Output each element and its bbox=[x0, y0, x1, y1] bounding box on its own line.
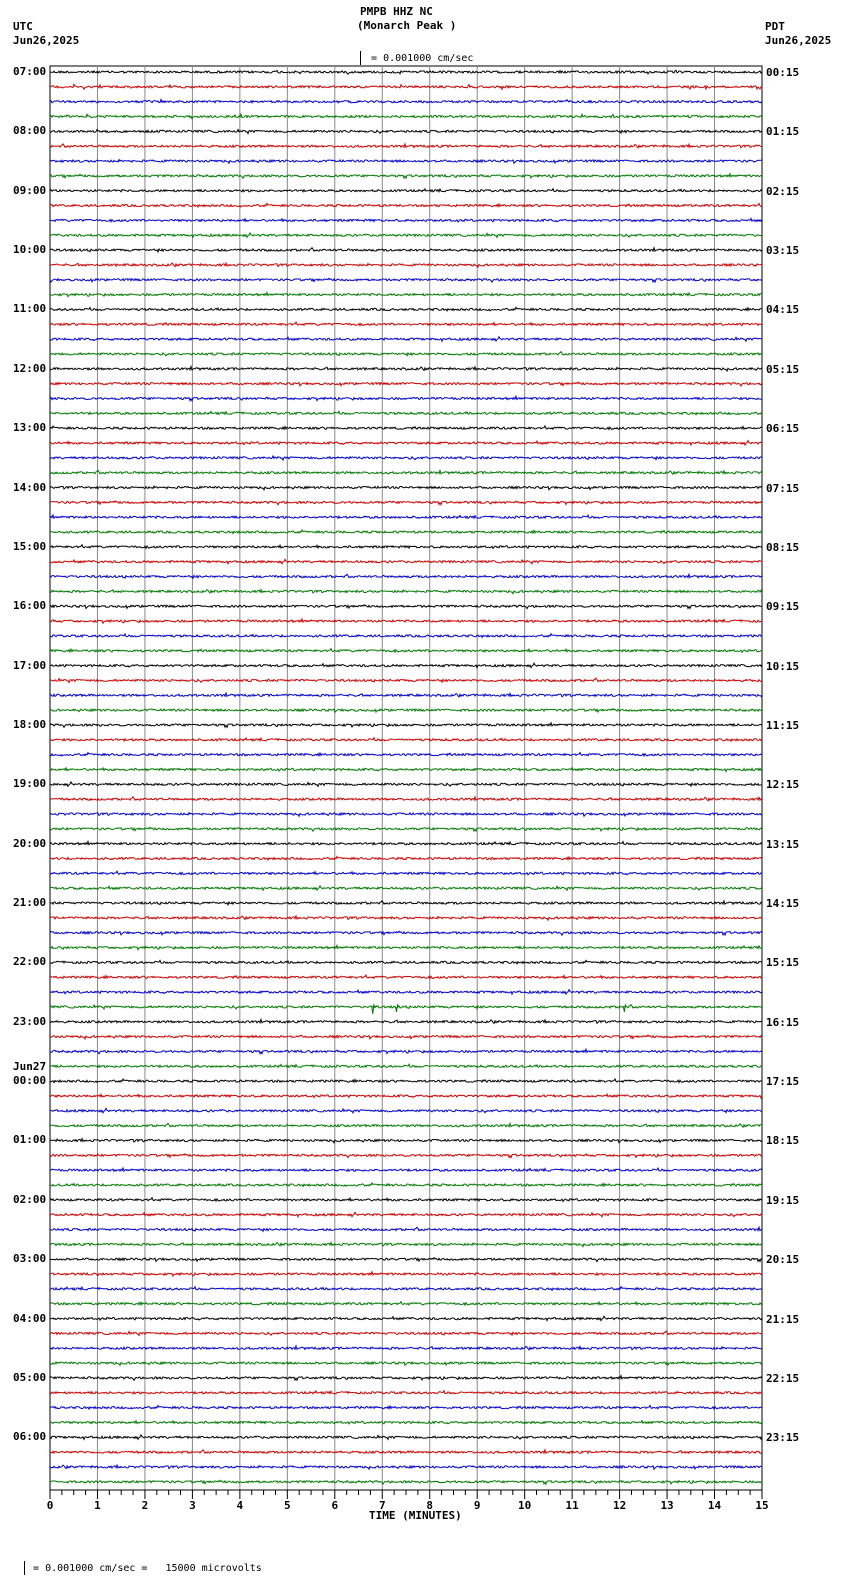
right-hour-label: 03:15 bbox=[766, 244, 800, 258]
event-spike bbox=[396, 1005, 399, 1012]
left-hour-label: 19:00 bbox=[13, 777, 47, 791]
left-hour-label: 09:00 bbox=[13, 183, 47, 197]
right-hour-label: 20:15 bbox=[766, 1253, 800, 1267]
trace-line bbox=[50, 1108, 762, 1113]
trace-line bbox=[50, 768, 762, 772]
trace-line bbox=[50, 1465, 762, 1469]
x-tick-label: 7 bbox=[378, 1499, 386, 1512]
left-hour-label: 18:00 bbox=[13, 717, 47, 731]
trace-line bbox=[50, 663, 762, 668]
trace-line bbox=[50, 396, 762, 401]
scale-label bbox=[348, 38, 473, 65]
trace-line bbox=[50, 605, 762, 609]
trace-line bbox=[50, 322, 762, 326]
trace-line bbox=[50, 559, 762, 564]
x-tick-label: 4 bbox=[236, 1499, 244, 1512]
left-hour-label: 22:00 bbox=[13, 955, 47, 969]
right-hour-label: 11:15 bbox=[766, 718, 800, 732]
right-hour-label: 16:15 bbox=[766, 1015, 800, 1029]
trace-line bbox=[50, 1243, 762, 1247]
trace-line bbox=[50, 1035, 762, 1039]
trace-line bbox=[50, 515, 762, 518]
left-hour-label: 12:00 bbox=[13, 361, 47, 375]
right-hour-label: 10:15 bbox=[766, 659, 800, 673]
trace-line bbox=[50, 530, 762, 534]
left-hour-label: 00:00 bbox=[13, 1074, 47, 1088]
trace-line bbox=[50, 130, 762, 134]
trace-line bbox=[50, 813, 762, 817]
x-tick-label: 2 bbox=[141, 1499, 149, 1512]
left-hour-label: 11:00 bbox=[13, 302, 47, 316]
trace-line bbox=[50, 70, 762, 74]
trace-line bbox=[50, 1154, 762, 1158]
trace-line bbox=[50, 1302, 762, 1306]
left-hour-label: 21:00 bbox=[13, 896, 47, 910]
right-hour-label: 04:15 bbox=[766, 303, 800, 317]
x-tick-label: 11 bbox=[565, 1499, 579, 1512]
left-hour-label: 15:00 bbox=[13, 539, 47, 553]
trace-line bbox=[50, 1450, 762, 1454]
right-hour-label: 12:15 bbox=[766, 778, 800, 792]
right-hour-label: 21:15 bbox=[766, 1312, 800, 1326]
trace-line bbox=[50, 1272, 762, 1276]
trace-line bbox=[50, 1212, 762, 1217]
trace-line bbox=[50, 486, 762, 490]
trace-line bbox=[50, 1168, 762, 1171]
trace-line bbox=[50, 382, 762, 386]
trace-line bbox=[50, 1198, 762, 1202]
trace-line bbox=[50, 797, 762, 801]
x-tick-label: 8 bbox=[426, 1499, 434, 1512]
right-hour-label: 05:15 bbox=[766, 362, 800, 376]
left-timezone: UTC bbox=[13, 20, 33, 33]
trace-line bbox=[50, 144, 762, 148]
trace-line bbox=[50, 782, 762, 787]
left-hour-label: 03:00 bbox=[13, 1252, 47, 1266]
trace-line bbox=[50, 100, 762, 103]
x-tick-label: 10 bbox=[518, 1499, 532, 1512]
trace-line bbox=[50, 501, 762, 505]
trace-line bbox=[50, 1049, 762, 1054]
footer-scale bbox=[2, 1548, 262, 1575]
right-timezone: PDT bbox=[765, 20, 785, 33]
trace-line bbox=[50, 1123, 762, 1127]
trace-line bbox=[50, 1316, 762, 1320]
left-hour-label: 05:00 bbox=[13, 1370, 47, 1384]
right-hour-label: 15:15 bbox=[766, 956, 800, 970]
trace-line bbox=[50, 753, 762, 757]
trace-line bbox=[50, 470, 762, 474]
trace-line bbox=[50, 709, 762, 713]
trace-line bbox=[50, 84, 762, 89]
right-hour-label: 17:15 bbox=[766, 1075, 800, 1089]
right-hour-label: 22:15 bbox=[766, 1371, 800, 1385]
trace-line bbox=[50, 856, 762, 860]
right-date: Jun26,2025 bbox=[765, 34, 832, 47]
trace-line bbox=[50, 248, 762, 252]
trace-line bbox=[50, 1376, 762, 1381]
trace-line bbox=[50, 842, 762, 845]
left-hour-label: 02:00 bbox=[13, 1192, 47, 1206]
trace-line bbox=[50, 441, 762, 446]
trace-line bbox=[50, 337, 762, 342]
trace-line bbox=[50, 1005, 762, 1009]
trace-line bbox=[50, 189, 762, 192]
event-spike bbox=[372, 1005, 375, 1014]
trace-line bbox=[50, 456, 762, 460]
x-tick-label: 3 bbox=[189, 1499, 196, 1512]
trace-line bbox=[50, 411, 762, 415]
right-hour-label: 01:15 bbox=[766, 125, 800, 139]
trace-line bbox=[50, 931, 762, 935]
trace-line bbox=[50, 723, 762, 728]
trace-line bbox=[50, 1258, 762, 1262]
x-tick-label: 15 bbox=[755, 1499, 769, 1512]
trace-line bbox=[50, 649, 762, 653]
left-hour-label: 23:00 bbox=[13, 1014, 47, 1028]
left-hour-label: 14:00 bbox=[13, 480, 47, 494]
trace-line bbox=[50, 219, 762, 223]
trace-line bbox=[50, 1020, 762, 1024]
trace-line bbox=[50, 174, 762, 179]
trace-line bbox=[50, 352, 762, 356]
trace-line bbox=[50, 1139, 762, 1143]
station-title: PMPB HHZ NC bbox=[360, 5, 433, 18]
left-hour-label: 13:00 bbox=[13, 421, 47, 435]
trace-line bbox=[50, 960, 762, 964]
trace-line bbox=[50, 1435, 762, 1440]
trace-line bbox=[50, 1405, 762, 1409]
trace-line bbox=[50, 574, 762, 578]
right-hour-label: 08:15 bbox=[766, 540, 800, 554]
x-tick-label: 13 bbox=[660, 1499, 674, 1512]
trace-line bbox=[50, 307, 762, 311]
trace-line bbox=[50, 545, 762, 549]
trace-line bbox=[50, 1331, 762, 1335]
x-tick-label: 6 bbox=[331, 1499, 339, 1512]
trace-line bbox=[50, 693, 762, 698]
trace-line bbox=[50, 590, 762, 594]
x-tick-label: 14 bbox=[707, 1499, 722, 1512]
left-hour-label: 06:00 bbox=[13, 1430, 47, 1444]
x-axis-title: TIME (MINUTES) bbox=[369, 1509, 462, 1522]
trace-line bbox=[50, 114, 762, 119]
trace-line bbox=[50, 278, 762, 282]
trace-line bbox=[50, 1064, 762, 1067]
left-hour-label: 17:00 bbox=[13, 658, 47, 672]
x-tick-label: 9 bbox=[473, 1499, 481, 1512]
right-hour-label: 18:15 bbox=[766, 1134, 800, 1148]
left-hour-label: 16:00 bbox=[13, 599, 47, 613]
left-date: Jun26,2025 bbox=[13, 34, 80, 47]
trace-line bbox=[50, 292, 762, 296]
footer-scale-bar-icon bbox=[24, 1561, 25, 1575]
right-hour-label: 14:15 bbox=[766, 897, 800, 911]
trace-line bbox=[50, 233, 762, 238]
trace-line bbox=[50, 160, 762, 164]
right-hour-label: 13:15 bbox=[766, 837, 800, 851]
trace-line bbox=[50, 203, 762, 207]
right-hour-label: 00:15 bbox=[766, 66, 800, 79]
trace-line bbox=[50, 1362, 762, 1366]
trace-line bbox=[50, 1183, 762, 1187]
right-hour-label: 09:15 bbox=[766, 600, 800, 614]
trace-line bbox=[50, 990, 762, 995]
scale-text: = 0.001000 cm/sec bbox=[371, 53, 474, 64]
left-hour-label: 07:00 bbox=[13, 65, 47, 78]
trace-line bbox=[50, 1227, 762, 1231]
trace-line bbox=[50, 634, 762, 638]
trace-group bbox=[50, 70, 762, 1484]
trace-line bbox=[50, 1421, 762, 1424]
trace-line bbox=[50, 916, 762, 920]
scale-bar-icon bbox=[360, 51, 361, 65]
trace-line bbox=[50, 738, 762, 742]
right-hour-label: 06:15 bbox=[766, 422, 800, 436]
trace-line bbox=[50, 871, 762, 875]
trace-line bbox=[50, 1480, 762, 1484]
location-title: (Monarch Peak ) bbox=[357, 19, 457, 32]
trace-line bbox=[50, 945, 762, 949]
trace-line bbox=[50, 367, 762, 372]
right-hour-label: 19:15 bbox=[766, 1193, 800, 1207]
trace-line bbox=[50, 678, 762, 683]
x-tick-label: 5 bbox=[284, 1499, 291, 1512]
left-hour-label: 10:00 bbox=[13, 243, 47, 257]
trace-line bbox=[50, 1391, 762, 1394]
trace-line bbox=[50, 827, 762, 831]
trace-line bbox=[50, 1094, 762, 1098]
right-hour-label: 23:15 bbox=[766, 1431, 800, 1445]
left-hour-label: 08:00 bbox=[13, 124, 47, 138]
x-tick-label: 1 bbox=[94, 1499, 101, 1512]
trace-line bbox=[50, 901, 762, 905]
trace-line bbox=[50, 886, 762, 891]
footer-scale-text: = 0.001000 cm/sec = 15000 microvolts bbox=[33, 1563, 262, 1574]
right-hour-label: 07:15 bbox=[766, 481, 800, 495]
trace-line bbox=[50, 1079, 762, 1083]
trace-line bbox=[50, 426, 762, 430]
right-hour-label: 02:15 bbox=[766, 184, 800, 198]
date-change-label: Jun27 bbox=[13, 1060, 47, 1074]
x-tick-label: 12 bbox=[612, 1499, 627, 1512]
trace-line bbox=[50, 1346, 762, 1350]
x-tick-label: 0 bbox=[46, 1499, 54, 1512]
left-hour-label: 01:00 bbox=[13, 1133, 47, 1147]
left-hour-label: 04:00 bbox=[13, 1311, 47, 1325]
event-spike bbox=[623, 1005, 626, 1012]
trace-line bbox=[50, 975, 762, 979]
left-hour-label: 20:00 bbox=[13, 836, 47, 850]
trace-line bbox=[50, 619, 762, 623]
trace-line bbox=[50, 263, 762, 267]
trace-line bbox=[50, 1287, 762, 1291]
